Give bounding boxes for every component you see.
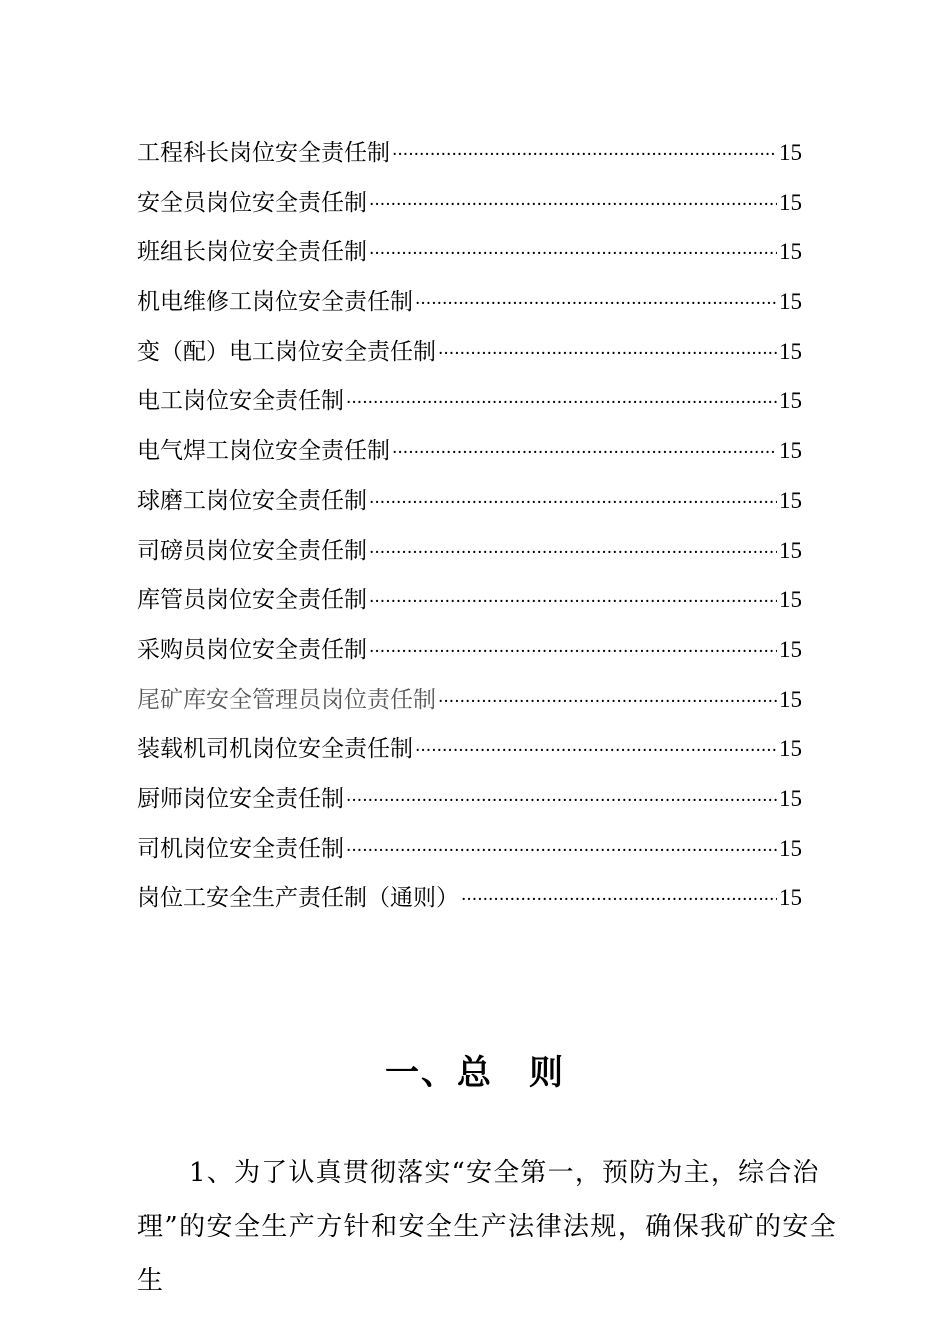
toc-leader-dots xyxy=(438,676,777,728)
toc-leader-dots xyxy=(346,825,777,877)
toc-leader-dots xyxy=(415,725,777,777)
toc-entry-page: 15 xyxy=(779,537,802,563)
toc-entry-page: 15 xyxy=(779,338,802,364)
toc-leader-dots xyxy=(461,874,777,926)
toc-leader-dots xyxy=(369,477,777,529)
toc-entry-title: 机电维修工岗位安全责任制 xyxy=(137,289,413,316)
toc-entry-page: 15 xyxy=(779,785,802,811)
toc-entry-page: 15 xyxy=(779,636,802,662)
toc-entry[interactable] xyxy=(137,327,802,377)
toc-entry[interactable] xyxy=(137,476,802,526)
toc-entry-title: 岗位工安全生产责任制（通则） xyxy=(137,885,459,912)
toc-entry-title: 库管员岗位安全责任制 xyxy=(137,587,367,614)
paragraph-line: 1、为了认真贯彻落实“安全第一，预防为主，综合治 xyxy=(189,1158,820,1188)
paragraph-line: 理”的安全生产方针和安全生产法律法规，确保我矿的安全生 xyxy=(137,1212,837,1296)
toc-entry-page: 15 xyxy=(779,835,802,861)
toc-leader-dots xyxy=(346,775,777,827)
toc-leader-dots xyxy=(369,527,777,579)
toc-entry[interactable] xyxy=(137,575,802,625)
toc-entry-title: 厨师岗位安全责任制 xyxy=(137,785,344,812)
toc-entry-title: 采购员岗位安全责任制 xyxy=(137,636,367,663)
toc-entry-title: 变（配）电工岗位安全责任制 xyxy=(137,338,436,365)
toc-entry-title: 司磅员岗位安全责任制 xyxy=(137,537,367,564)
toc-entry[interactable] xyxy=(137,675,802,725)
toc-entry-title: 装载机司机岗位安全责任制 xyxy=(137,736,413,763)
toc-leader-dots xyxy=(392,427,777,479)
toc-entry[interactable] xyxy=(137,625,802,675)
toc-entry[interactable] xyxy=(137,227,802,277)
table-of-contents xyxy=(137,128,802,923)
toc-leader-dots xyxy=(392,129,777,181)
toc-entry-page: 15 xyxy=(779,487,802,513)
toc-entry-page: 15 xyxy=(779,140,802,165)
toc-entry-title: 工程科长岗位安全责任制 xyxy=(137,140,390,166)
toc-entry-page: 15 xyxy=(779,239,802,265)
toc-entry-title: 安全员岗位安全责任制 xyxy=(137,189,367,216)
toc-entry-title: 球磨工岗位安全责任制 xyxy=(137,487,367,514)
toc-leader-dots xyxy=(369,228,777,280)
toc-leader-dots xyxy=(369,179,777,231)
toc-entry[interactable] xyxy=(137,426,802,476)
toc-entry[interactable] xyxy=(137,178,802,228)
toc-leader-dots xyxy=(415,278,777,330)
toc-entry[interactable] xyxy=(137,873,802,923)
toc-entry-title: 电工岗位安全责任制 xyxy=(137,388,344,415)
toc-entry[interactable] xyxy=(137,128,802,178)
toc-entry-title: 尾矿库安全管理员岗位责任制 xyxy=(137,686,436,713)
toc-leader-dots xyxy=(369,576,777,628)
toc-entry[interactable] xyxy=(137,724,802,774)
toc-entry-page: 15 xyxy=(779,189,802,215)
toc-entry-title: 司机岗位安全责任制 xyxy=(137,835,344,862)
toc-entry[interactable] xyxy=(137,376,802,426)
toc-entry[interactable] xyxy=(137,824,802,874)
toc-entry[interactable] xyxy=(137,277,802,327)
toc-leader-dots xyxy=(438,328,777,380)
toc-entry-page: 15 xyxy=(779,885,802,911)
toc-leader-dots xyxy=(369,626,777,678)
body-paragraph xyxy=(137,1146,837,1308)
toc-entry-page: 15 xyxy=(779,388,802,414)
toc-leader-dots xyxy=(346,377,777,429)
toc-entry-title: 班组长岗位安全责任制 xyxy=(137,239,367,266)
toc-entry[interactable] xyxy=(137,774,802,824)
toc-entry-title: 电气焊工岗位安全责任制 xyxy=(137,438,390,465)
toc-entry-page: 15 xyxy=(779,289,802,315)
toc-entry-page: 15 xyxy=(779,686,802,712)
toc-entry-page: 15 xyxy=(779,587,802,613)
toc-entry[interactable] xyxy=(137,526,802,576)
section-heading: 一、总 则 xyxy=(385,1052,565,1093)
toc-entry-page: 15 xyxy=(779,438,802,464)
toc-entry-page: 15 xyxy=(779,736,802,762)
